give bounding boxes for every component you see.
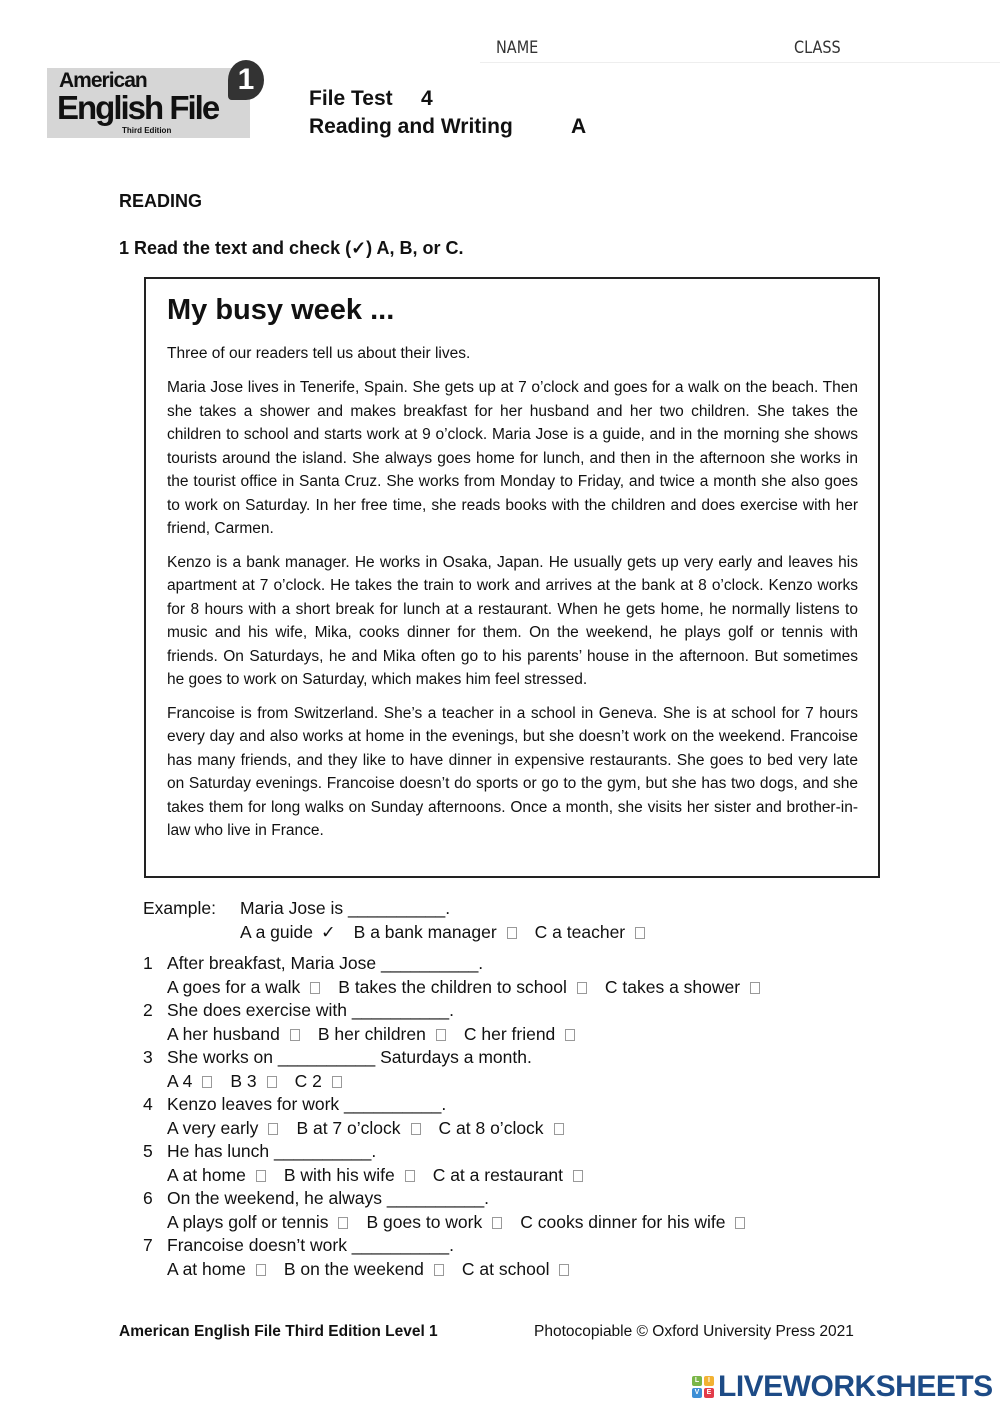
question-number: 5 xyxy=(143,1141,153,1161)
question-list xyxy=(143,952,863,1281)
class-label: CLASS xyxy=(794,38,841,58)
option-label: A very early xyxy=(167,1117,259,1138)
option xyxy=(605,977,760,997)
option-label: C at a restaurant xyxy=(432,1164,564,1185)
option xyxy=(240,922,336,942)
logo-edition: Third Edition xyxy=(122,126,172,135)
footer-title: American English File Third Edition Level 1 xyxy=(119,1323,438,1340)
option-label: B at 7 o’clock xyxy=(296,1117,401,1138)
checkbox[interactable] xyxy=(338,1217,348,1229)
option xyxy=(295,1071,342,1091)
question-options xyxy=(167,1164,601,1188)
checkbox[interactable] xyxy=(554,1123,564,1135)
title-version: A xyxy=(571,115,587,138)
option xyxy=(433,1165,583,1185)
logo-line2: English File xyxy=(57,89,219,126)
checkbox[interactable] xyxy=(573,1170,583,1182)
checkbox[interactable] xyxy=(507,927,517,939)
checkbox[interactable] xyxy=(565,1029,575,1041)
check-mark-icon[interactable]: ✓ xyxy=(320,921,336,942)
passage-intro: Three of our readers tell us about their lives. xyxy=(167,345,471,362)
option-label: B her children xyxy=(317,1023,426,1044)
option-label: A at home xyxy=(167,1258,246,1279)
option-label: B 3 xyxy=(230,1070,257,1091)
question-stem: Kenzo leaves for work __________. xyxy=(167,1094,447,1114)
option-label: B takes the children to school xyxy=(338,976,567,997)
option-label: C 2 xyxy=(294,1070,322,1091)
option-label: A goes for a walk xyxy=(167,976,301,997)
live-tile-icon: L xyxy=(692,1376,702,1386)
example-stem: Maria Jose is __________. xyxy=(240,898,451,918)
example-label: Example: xyxy=(143,898,216,918)
option xyxy=(535,922,645,942)
checkbox[interactable] xyxy=(405,1170,415,1182)
option-label: C cooks dinner for his wife xyxy=(520,1211,726,1232)
logo-line1: American xyxy=(59,69,147,92)
checkbox[interactable] xyxy=(202,1076,212,1088)
option-label: A a guide xyxy=(240,921,313,942)
name-label: NAME xyxy=(496,38,539,58)
checkbox[interactable] xyxy=(332,1076,342,1088)
checkbox[interactable] xyxy=(635,927,645,939)
question-item xyxy=(143,999,863,1046)
option-label: C at school xyxy=(461,1258,550,1279)
question-item xyxy=(143,1093,863,1140)
question-stem: On the weekend, he always __________. xyxy=(167,1188,490,1208)
option xyxy=(284,1165,415,1185)
checkbox[interactable] xyxy=(256,1170,266,1182)
question-item xyxy=(143,952,863,999)
paragraph-kenzo: Kenzo is a bank manager. He works in Osaka, Japan. He usually gets up very early and leaves his apartment at 7 o’clock. He takes the train to work and arrives at the bank at 8 o’clock. Kenzo works for 8 hours with a short break for lunch at a restaurant. When he gets home, he normally listens to music and his wife, Mika, cooks dinner for them. On the weekend, he plays golf or tennis with friends. On Saturdays, he and Mika often go to his parents’ house in the afternoon. But sometimes he goes to work on Saturday, which makes him feel stressed. xyxy=(167,553,858,688)
option xyxy=(520,1212,745,1232)
checkbox[interactable] xyxy=(492,1217,502,1229)
section-heading: READING xyxy=(119,191,203,211)
option-label: B on the weekend xyxy=(283,1258,424,1279)
question-stem: She does exercise with __________. xyxy=(167,1000,455,1020)
option xyxy=(167,1259,266,1279)
question-stem: After breakfast, Maria Jose __________. xyxy=(167,953,484,973)
question-number: 7 xyxy=(143,1235,153,1255)
checkbox[interactable] xyxy=(411,1123,421,1135)
live-tile-icon: E xyxy=(704,1388,714,1398)
liveworksheets-text: LIVEWORKSHEETS xyxy=(718,1370,993,1403)
live-tile-icon: V xyxy=(692,1388,702,1398)
live-tile-icon: I xyxy=(704,1376,714,1386)
question-number: 4 xyxy=(143,1094,153,1114)
question-options xyxy=(167,1211,763,1235)
checkbox[interactable] xyxy=(267,1076,277,1088)
checkbox[interactable] xyxy=(735,1217,745,1229)
checkbox[interactable] xyxy=(436,1029,446,1041)
question-options xyxy=(167,976,778,1000)
title-file-test: File Test xyxy=(309,87,393,110)
option xyxy=(464,1024,575,1044)
checkbox[interactable] xyxy=(256,1264,266,1276)
question-item xyxy=(143,1046,863,1093)
option xyxy=(167,1212,348,1232)
question-options xyxy=(167,1117,582,1141)
title-number: 4 xyxy=(421,87,433,110)
option xyxy=(167,1118,278,1138)
question-number: 1 xyxy=(143,953,153,973)
option-label: A plays golf or tennis xyxy=(167,1211,329,1232)
option-label: B goes to work xyxy=(366,1211,483,1232)
question-item xyxy=(143,1140,863,1187)
name-class-bar xyxy=(480,36,1000,63)
question-options xyxy=(167,1070,360,1094)
checkbox[interactable] xyxy=(577,982,587,994)
checkbox[interactable] xyxy=(310,982,320,994)
option xyxy=(354,922,517,942)
checkbox[interactable] xyxy=(434,1264,444,1276)
option xyxy=(296,1118,420,1138)
question-item xyxy=(143,1187,863,1234)
paragraph-francoise: Francoise is from Switzerland. She’s a teacher in a school in Geneva. She is at school for 7 hours every day and also works at home in the evenings, but she doesn’t work on the weekend. Francoise has many friends, and they like to have dinner in expensive restaurants. She goes to bed very late on Saturday evenings. Francoise doesn’t do sports or go to the gym, but she has two dogs, and she takes them for long walks on Sunday afternoons. Once a month, she visits her sister and brother-in-law who live in France. xyxy=(167,704,858,839)
passage-heading: My busy week ... xyxy=(167,294,395,326)
option xyxy=(167,1071,212,1091)
option xyxy=(167,1165,266,1185)
option xyxy=(338,977,587,997)
option xyxy=(167,977,320,997)
option-label: A her husband xyxy=(167,1023,280,1044)
question-options xyxy=(167,1023,593,1047)
option-label: C a teacher xyxy=(534,921,626,942)
checkbox[interactable] xyxy=(559,1264,569,1276)
question-options xyxy=(167,1258,587,1282)
question-stem: Francoise doesn’t work __________. xyxy=(167,1235,454,1255)
option-label: B a bank manager xyxy=(353,921,497,942)
title-subject: Reading and Writing xyxy=(309,115,513,138)
reading-passage xyxy=(144,277,880,878)
checkbox[interactable] xyxy=(290,1029,300,1041)
option xyxy=(318,1024,446,1044)
page-title xyxy=(309,85,586,141)
example-options xyxy=(240,921,663,945)
option-label: A 4 xyxy=(167,1070,193,1091)
option xyxy=(462,1259,570,1279)
logo xyxy=(47,68,250,138)
question-stem: He has lunch __________. xyxy=(167,1141,377,1161)
option xyxy=(366,1212,502,1232)
option-label: A at home xyxy=(167,1164,246,1185)
checkbox[interactable] xyxy=(750,982,760,994)
option-label: B with his wife xyxy=(283,1164,395,1185)
instruction: 1 Read the text and check (✓) A, B, or C. xyxy=(119,238,464,258)
question-number: 2 xyxy=(143,1000,153,1020)
option-label: C at 8 o’clock xyxy=(438,1117,544,1138)
option-label: C takes a shower xyxy=(604,976,741,997)
level-badge: 1 xyxy=(228,60,264,100)
option xyxy=(439,1118,564,1138)
option xyxy=(230,1071,276,1091)
question-item xyxy=(143,1234,863,1281)
option-label: C her friend xyxy=(463,1023,556,1044)
paragraph-maria: Maria Jose lives in Tenerife, Spain. She gets up at 7 o’clock and goes for a walk on the beach. Then she takes a shower and makes breakfast for her husband and her two children. She takes the children to school and starts work at 9 o’clock. Maria Jose is a guide, and in the morning she shows tourists around the island. She always goes home for lunch, and then in the afternoon she works in the tourist office in Santa Cruz. She works from Monday to Friday, and twice a month she also goes to work on Saturday. In her free time, she reads books with the children and does exercise with her friend, Carmen. xyxy=(167,379,858,537)
question-number: 3 xyxy=(143,1047,153,1067)
option xyxy=(284,1259,444,1279)
question-number: 6 xyxy=(143,1188,153,1208)
question-stem: She works on __________ Saturdays a month. xyxy=(167,1047,532,1067)
footer-copyright: Photocopiable © Oxford University Press 2021 xyxy=(534,1323,854,1340)
option xyxy=(167,1024,300,1044)
checkbox[interactable] xyxy=(268,1123,278,1135)
